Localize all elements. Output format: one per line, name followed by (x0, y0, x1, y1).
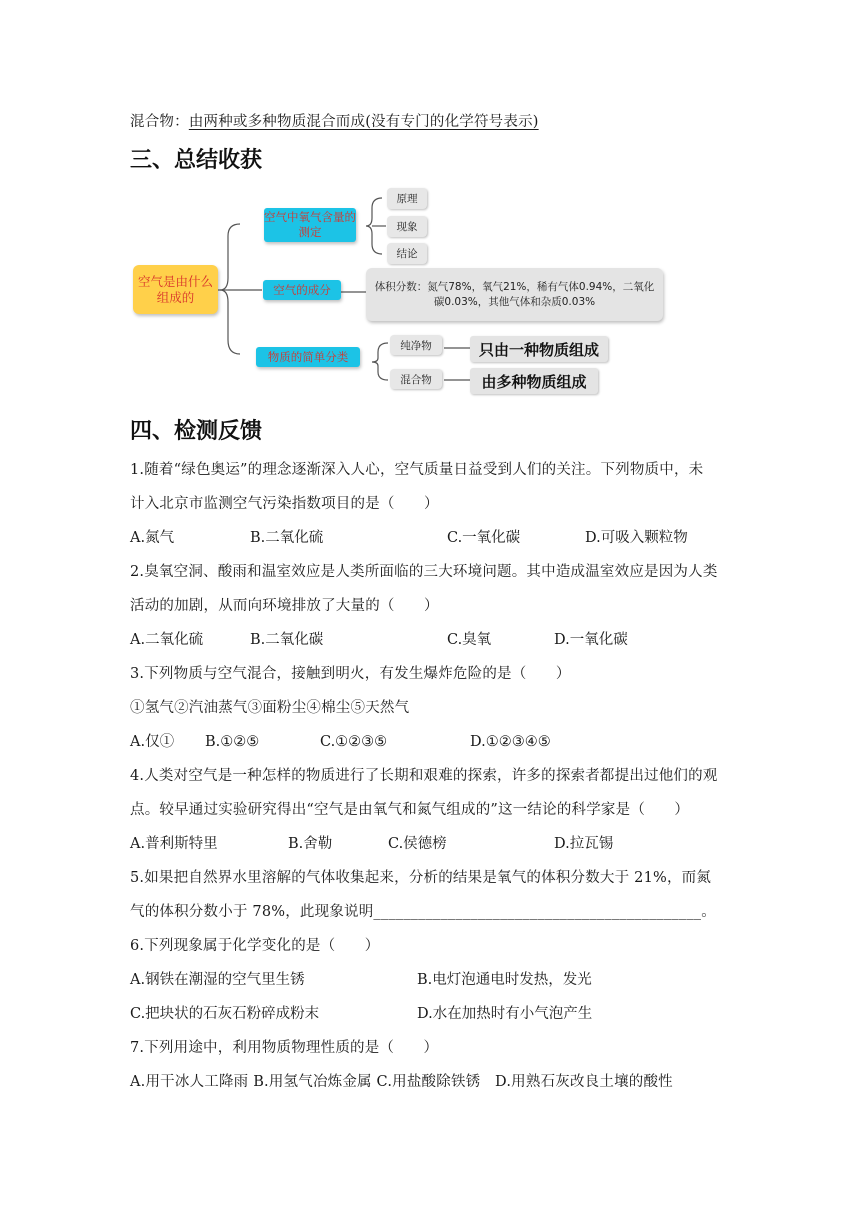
leaf-principle: 原理 (387, 188, 427, 209)
question-1-line-2: 计入北京市监测空气污染指数项目的是（ ） (130, 496, 439, 512)
q2-option-c: C.臭氧 (447, 632, 492, 648)
q6-option-a: A.钢铁在潮湿的空气里生锈 (130, 972, 305, 988)
leaf-conclusion: 结论 (387, 243, 427, 264)
q2-option-d: D.一氧化碳 (554, 632, 628, 648)
branch-oxygen-measurement: 空气中氧气含量的测定 (264, 208, 356, 242)
question-3-line-2: ①氢气②汽油蒸气③面粉尘④棉尘⑤天然气 (130, 700, 410, 716)
question-2-line-1: 2.臭氧空洞、酸雨和温室效应是人类所面临的三大环境问题。其中造成温室效应是因为人类 (130, 564, 718, 580)
q6-option-d: D.水在加热时有小气泡产生 (417, 1006, 593, 1022)
question-4-line-2: 点。较早通过实验研究得出“空气是由氧气和氮气组成的”这一结论的科学家是（ ） (130, 802, 690, 818)
leaf-phenomenon: 现象 (387, 216, 427, 237)
q1-option-d: D.可吸入颗粒物 (585, 530, 688, 546)
q1-option-a: A.氮气 (130, 530, 175, 546)
section-four-title: 四、检测反馈 (130, 419, 263, 444)
air-composition-detail: 体积分数：氮气78%，氧气21%，稀有气体0.94%，二氧化碳0.03%，其他气体和杂质0.03% (366, 268, 663, 321)
mindmap-root: 空气是由什么组成的 (133, 265, 218, 314)
question-7-line-1: 7.下列用途中，利用物质物理性质的是（ ） (130, 1040, 439, 1056)
leaf-mixture: 混合物 (390, 369, 442, 389)
q3-option-d: D.①②③④⑤ (470, 734, 551, 750)
question-3-line-1: 3.下列物质与空气混合，接触到明火，有发生爆炸危险的是（ ） (130, 666, 571, 682)
q4-option-a: A.普利斯特里 (130, 836, 218, 852)
q4-option-b: B.舍勒 (288, 836, 333, 852)
mixture-label: 混合物： (130, 114, 189, 130)
q1-option-b: B.二氧化硫 (250, 530, 324, 546)
question-1-line-1: 1.随着“绿色奥运”的理念逐渐深入人心，空气质量日益受到人们的关注。下列物质中，未 (130, 462, 704, 478)
branch-classification: 物质的简单分类 (256, 347, 360, 367)
q6-option-b: B.电灯泡通电时发热，发光 (417, 972, 592, 988)
q2-option-b: B.二氧化碳 (250, 632, 324, 648)
q3-option-c: C.①②③⑤ (320, 734, 388, 750)
question-4-line-1: 4.人类对空气是一种怎样的物质进行了长期和艰难的探索，许多的探索者都提出过他们的观 (130, 768, 718, 784)
question-2-line-2: 活动的加剧，从而向环境排放了大量的（ ） (130, 598, 439, 614)
question-6-line-1: 6.下列现象属于化学变化的是（ ） (130, 938, 380, 954)
question-5-line-2: 气的体积分数小于 78%，此现象说明____________________________________________。 (130, 904, 716, 920)
question-7-options: A.用干冰人工降雨 B.用氢气冶炼金属 C.用盐酸除铁锈 D.用熟石灰改良土壤的酸性 (130, 1074, 673, 1090)
branch-air-composition: 空气的成分 (263, 280, 341, 300)
q4-option-c: C.侯德榜 (388, 836, 447, 852)
question-5-line-1: 5.如果把自然界水里溶解的气体收集起来，分析的结果是氧气的体积分数大于 21%，而氮 (130, 870, 712, 886)
section-three-title: 三、总结收获 (130, 148, 263, 173)
q2-option-a: A.二氧化硫 (130, 632, 204, 648)
q6-option-c: C.把块状的石灰石粉碎成粉末 (130, 1006, 320, 1022)
q3-option-b: B.①②⑤ (205, 734, 260, 750)
mixture-definition: 由两种或多种物质混合而成(没有专门的化学符号表示) (188, 114, 539, 130)
leaf-pure-substance: 纯净物 (390, 335, 442, 355)
q4-option-d: D.拉瓦锡 (554, 836, 614, 852)
q3-option-a: A.仅① (130, 734, 175, 750)
pure-substance-description: 只由一种物质组成 (470, 336, 608, 362)
mixture-definition-line (130, 112, 539, 132)
mixture-description: 由多种物质组成 (470, 368, 598, 394)
q1-option-c: C.一氧化碳 (447, 530, 521, 546)
